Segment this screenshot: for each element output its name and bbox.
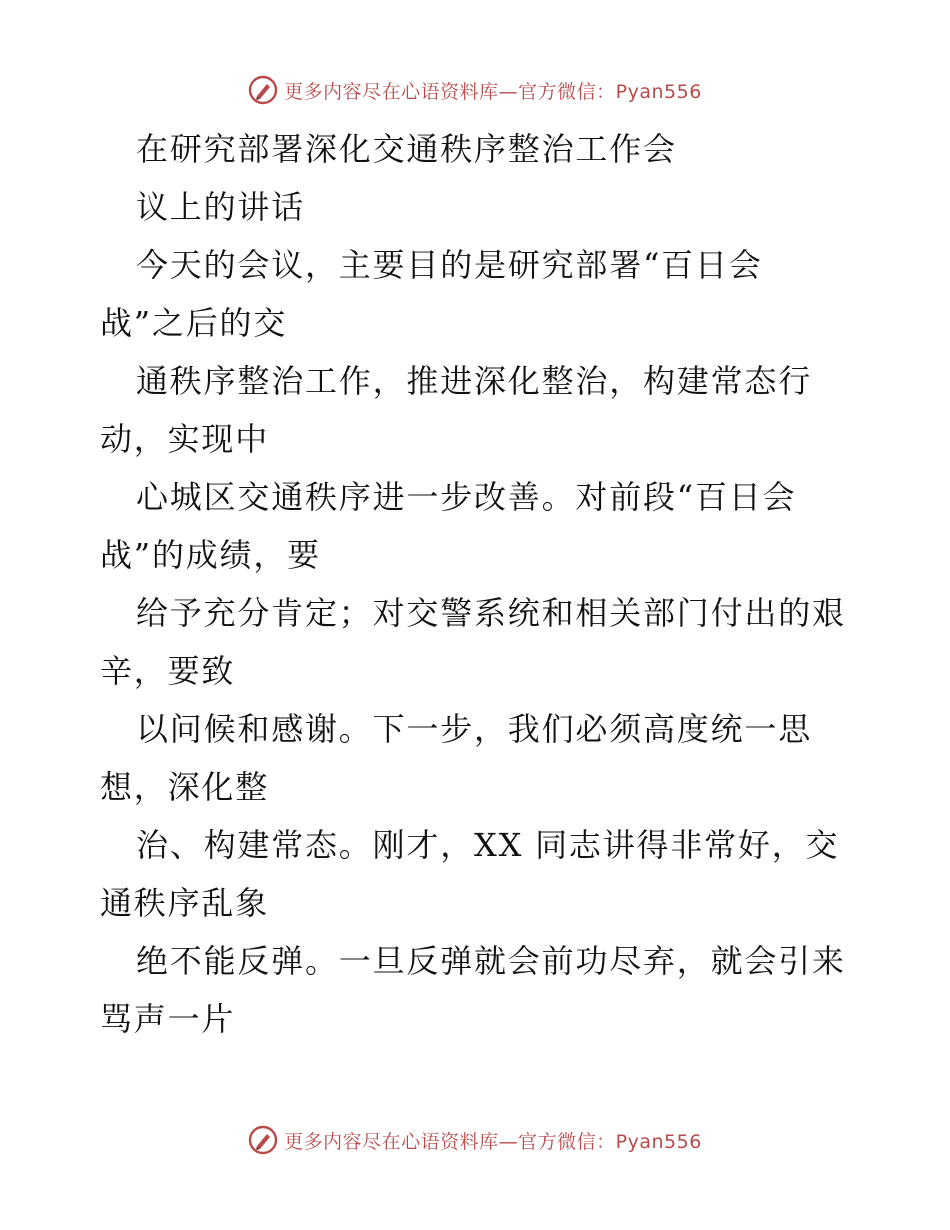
document-body xyxy=(100,120,870,1048)
pen-logo-icon xyxy=(248,1125,278,1155)
body-line: 战”的成绩，要 xyxy=(100,536,321,574)
body-line: 今天的会议，主要目的是研究部署“百日会 xyxy=(136,246,763,284)
body-line: 想，深化整 xyxy=(100,768,270,806)
page-footer-banner xyxy=(0,1122,950,1158)
body-line: 绝不能反弹。一旦反弹就会前功尽弃，就会引来 xyxy=(136,942,846,980)
body-line: 心城区交通秩序进一步改善。对前段“百日会 xyxy=(136,478,797,516)
body-line: 动，实现中 xyxy=(100,420,270,458)
body-line: 通秩序整治工作，推进深化整治，构建常态行 xyxy=(136,362,813,400)
body-line: 治、构建常态。刚才，XX 同志讲得非常好，交 xyxy=(136,826,840,864)
title-line-2: 议上的讲话 xyxy=(136,188,306,226)
body-line: 骂声一片 xyxy=(100,1000,236,1038)
header-banner-text: 更多内容尽在心语资料库—官方微信：Pyan556 xyxy=(284,80,702,103)
body-line: 以问候和感谢。下一步，我们必须高度统一思 xyxy=(136,710,813,748)
body-line: 战”之后的交 xyxy=(100,304,288,342)
footer-banner-text: 更多内容尽在心语资料库—官方微信：Pyan556 xyxy=(284,1130,702,1153)
title-line-1: 在研究部署深化交通秩序整治工作会 xyxy=(136,130,677,168)
page-header-banner xyxy=(0,72,950,108)
body-line: 辛，要致 xyxy=(100,652,236,690)
pen-logo-icon xyxy=(248,75,278,105)
body-line: 通秩序乱象 xyxy=(100,884,270,922)
body-line: 给予充分肯定；对交警系统和相关部门付出的艰 xyxy=(136,594,846,632)
